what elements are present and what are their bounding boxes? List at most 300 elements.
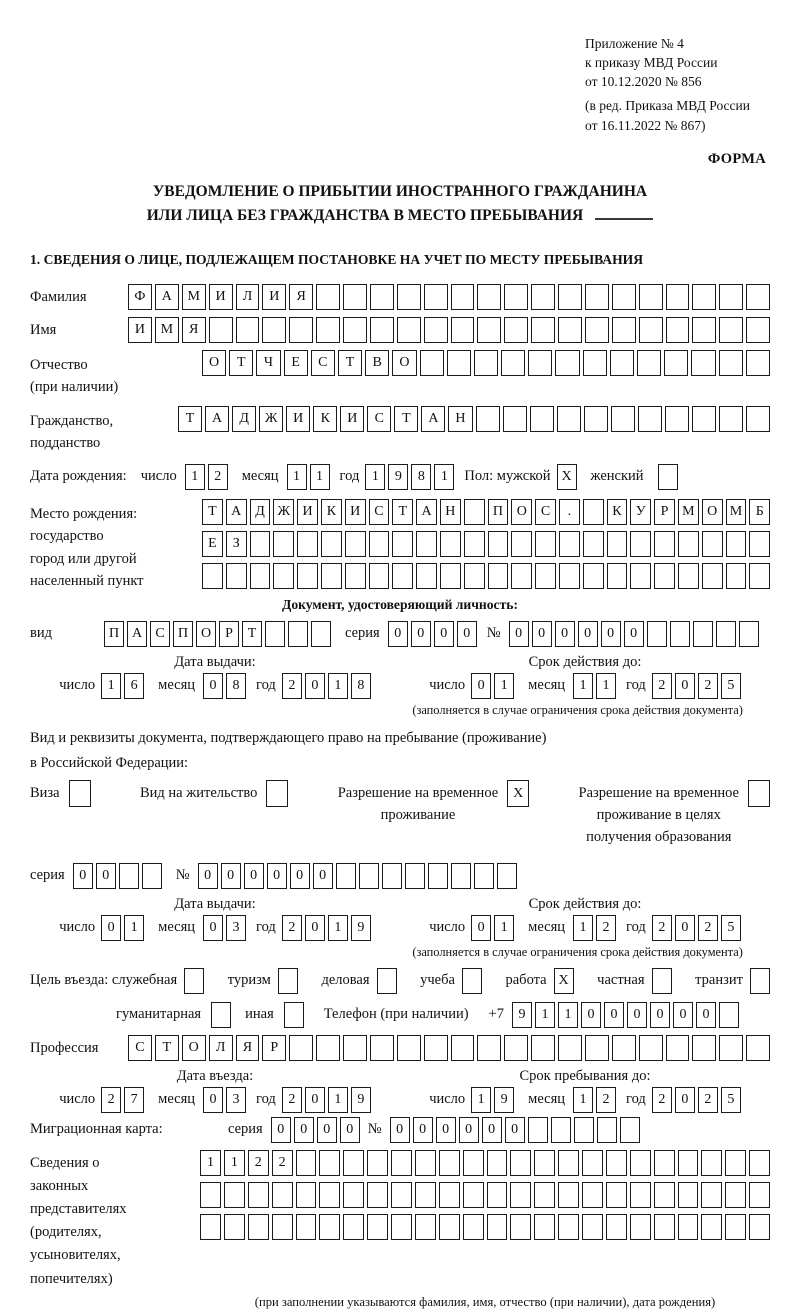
- char-cell[interactable]: [638, 406, 662, 432]
- char-cell[interactable]: [692, 317, 716, 343]
- char-cell[interactable]: Т: [242, 621, 262, 647]
- char-cell[interactable]: [726, 531, 747, 557]
- char-cell[interactable]: [369, 563, 390, 589]
- char-cell[interactable]: [289, 1035, 313, 1061]
- char-cell[interactable]: [415, 1214, 436, 1240]
- char-cell[interactable]: [693, 621, 713, 647]
- char-cell[interactable]: К: [607, 499, 628, 525]
- char-cell[interactable]: 0: [675, 915, 695, 941]
- char-cell[interactable]: Я: [182, 317, 206, 343]
- char-cell[interactable]: .: [559, 499, 580, 525]
- char-cell[interactable]: [297, 531, 318, 557]
- char-cell[interactable]: 5: [721, 915, 741, 941]
- char-cell[interactable]: 1: [573, 1087, 593, 1113]
- char-cell[interactable]: Т: [202, 499, 223, 525]
- char-cell[interactable]: Ф: [128, 284, 152, 310]
- char-cell[interactable]: [503, 406, 527, 432]
- char-cell[interactable]: 0: [73, 863, 93, 889]
- char-cell[interactable]: [534, 1214, 555, 1240]
- char-cell[interactable]: 0: [96, 863, 116, 889]
- char-cell[interactable]: [504, 284, 528, 310]
- char-cell[interactable]: [391, 1182, 412, 1208]
- char-cell[interactable]: [583, 563, 604, 589]
- char-cell[interactable]: Е: [202, 531, 223, 557]
- char-cell[interactable]: [666, 284, 690, 310]
- char-cell[interactable]: О: [511, 499, 532, 525]
- char-cell[interactable]: [610, 350, 634, 376]
- char-cell[interactable]: [397, 1035, 421, 1061]
- char-cell[interactable]: [749, 1214, 770, 1240]
- char-cell[interactable]: [658, 464, 678, 490]
- char-cell[interactable]: [416, 531, 437, 557]
- char-cell[interactable]: П: [173, 621, 193, 647]
- char-cell[interactable]: [583, 350, 607, 376]
- char-cell[interactable]: 2: [698, 915, 718, 941]
- char-cell[interactable]: 1: [434, 464, 454, 490]
- char-cell[interactable]: З: [226, 531, 247, 557]
- char-cell[interactable]: [504, 317, 528, 343]
- char-cell[interactable]: Ж: [259, 406, 283, 432]
- char-cell[interactable]: [488, 531, 509, 557]
- char-cell[interactable]: 0: [290, 863, 310, 889]
- char-cell[interactable]: 0: [471, 915, 491, 941]
- char-cell[interactable]: С: [369, 499, 390, 525]
- char-cell[interactable]: 0: [482, 1117, 502, 1143]
- char-cell[interactable]: С: [311, 350, 335, 376]
- char-cell[interactable]: [370, 317, 394, 343]
- char-cell[interactable]: 2: [652, 1087, 672, 1113]
- char-cell[interactable]: Д: [250, 499, 271, 525]
- char-cell[interactable]: Я: [289, 284, 313, 310]
- char-cell[interactable]: [367, 1214, 388, 1240]
- char-cell[interactable]: [583, 531, 604, 557]
- char-cell[interactable]: Л: [209, 1035, 233, 1061]
- char-cell[interactable]: [725, 1182, 746, 1208]
- char-cell[interactable]: 1: [365, 464, 385, 490]
- char-cell[interactable]: [555, 350, 579, 376]
- char-cell[interactable]: [289, 317, 313, 343]
- char-cell[interactable]: 0: [198, 863, 218, 889]
- char-cell[interactable]: Т: [155, 1035, 179, 1061]
- char-cell[interactable]: 0: [340, 1117, 360, 1143]
- char-cell[interactable]: [392, 563, 413, 589]
- char-cell[interactable]: 3: [226, 1087, 246, 1113]
- char-cell[interactable]: [531, 284, 555, 310]
- char-cell[interactable]: 9: [351, 1087, 371, 1113]
- char-cell[interactable]: [511, 531, 532, 557]
- char-cell[interactable]: [428, 863, 448, 889]
- char-cell[interactable]: [477, 1035, 501, 1061]
- char-cell[interactable]: Я: [236, 1035, 260, 1061]
- char-cell[interactable]: [343, 1182, 364, 1208]
- char-cell[interactable]: [665, 406, 689, 432]
- char-cell[interactable]: [558, 1214, 579, 1240]
- char-cell[interactable]: [284, 1002, 304, 1028]
- char-cell[interactable]: [528, 350, 552, 376]
- char-cell[interactable]: 1: [328, 915, 348, 941]
- char-cell[interactable]: [321, 531, 342, 557]
- char-cell[interactable]: [345, 563, 366, 589]
- char-cell[interactable]: 0: [675, 673, 695, 699]
- char-cell[interactable]: 8: [411, 464, 431, 490]
- char-cell[interactable]: [451, 317, 475, 343]
- char-cell[interactable]: [488, 563, 509, 589]
- char-cell[interactable]: [558, 1182, 579, 1208]
- char-cell[interactable]: 0: [305, 915, 325, 941]
- char-cell[interactable]: [574, 1117, 594, 1143]
- char-cell[interactable]: [487, 1214, 508, 1240]
- char-cell[interactable]: [701, 1182, 722, 1208]
- char-cell[interactable]: [678, 1214, 699, 1240]
- char-cell[interactable]: [265, 621, 285, 647]
- char-cell[interactable]: [184, 968, 204, 994]
- char-cell[interactable]: [451, 863, 471, 889]
- char-cell[interactable]: 0: [434, 621, 454, 647]
- char-cell[interactable]: 0: [555, 621, 575, 647]
- char-cell[interactable]: [719, 1035, 743, 1061]
- char-cell[interactable]: 2: [282, 673, 302, 699]
- char-cell[interactable]: [535, 531, 556, 557]
- char-cell[interactable]: X: [507, 780, 529, 807]
- char-cell[interactable]: [504, 1035, 528, 1061]
- char-cell[interactable]: [654, 531, 675, 557]
- char-cell[interactable]: [336, 863, 356, 889]
- char-cell[interactable]: [272, 1182, 293, 1208]
- char-cell[interactable]: [487, 1182, 508, 1208]
- char-cell[interactable]: 0: [411, 621, 431, 647]
- char-cell[interactable]: О: [182, 1035, 206, 1061]
- char-cell[interactable]: 0: [390, 1117, 410, 1143]
- char-cell[interactable]: [200, 1182, 221, 1208]
- char-cell[interactable]: [585, 317, 609, 343]
- char-cell[interactable]: [415, 1182, 436, 1208]
- char-cell[interactable]: [749, 563, 770, 589]
- char-cell[interactable]: 0: [271, 1117, 291, 1143]
- char-cell[interactable]: 2: [596, 1087, 616, 1113]
- char-cell[interactable]: [200, 1214, 221, 1240]
- char-cell[interactable]: [464, 563, 485, 589]
- char-cell[interactable]: 2: [698, 1087, 718, 1113]
- char-cell[interactable]: 0: [221, 863, 241, 889]
- char-cell[interactable]: [597, 1117, 617, 1143]
- char-cell[interactable]: 0: [244, 863, 264, 889]
- char-cell[interactable]: [692, 406, 716, 432]
- char-cell[interactable]: [424, 317, 448, 343]
- char-cell[interactable]: [620, 1117, 640, 1143]
- char-cell[interactable]: [559, 563, 580, 589]
- char-cell[interactable]: [534, 1182, 555, 1208]
- char-cell[interactable]: [528, 1117, 548, 1143]
- char-cell[interactable]: 1: [101, 673, 121, 699]
- char-cell[interactable]: [424, 1035, 448, 1061]
- char-cell[interactable]: [463, 1182, 484, 1208]
- char-cell[interactable]: 0: [505, 1117, 525, 1143]
- char-cell[interactable]: [630, 563, 651, 589]
- char-cell[interactable]: [607, 563, 628, 589]
- char-cell[interactable]: 0: [294, 1117, 314, 1143]
- char-cell[interactable]: А: [155, 284, 179, 310]
- char-cell[interactable]: [367, 1182, 388, 1208]
- char-cell[interactable]: К: [321, 499, 342, 525]
- char-cell[interactable]: Т: [178, 406, 202, 432]
- char-cell[interactable]: К: [313, 406, 337, 432]
- char-cell[interactable]: [535, 563, 556, 589]
- char-cell[interactable]: [439, 1214, 460, 1240]
- char-cell[interactable]: [678, 563, 699, 589]
- char-cell[interactable]: И: [340, 406, 364, 432]
- char-cell[interactable]: А: [226, 499, 247, 525]
- char-cell[interactable]: [652, 968, 672, 994]
- char-cell[interactable]: 1: [494, 915, 514, 941]
- char-cell[interactable]: 0: [388, 621, 408, 647]
- char-cell[interactable]: Е: [284, 350, 308, 376]
- char-cell[interactable]: 9: [494, 1087, 514, 1113]
- char-cell[interactable]: [654, 1214, 675, 1240]
- char-cell[interactable]: 1: [185, 464, 205, 490]
- char-cell[interactable]: X: [557, 464, 577, 490]
- char-cell[interactable]: [343, 1035, 367, 1061]
- char-cell[interactable]: М: [155, 317, 179, 343]
- char-cell[interactable]: [273, 531, 294, 557]
- char-cell[interactable]: [678, 531, 699, 557]
- char-cell[interactable]: [391, 1214, 412, 1240]
- char-cell[interactable]: [316, 284, 340, 310]
- char-cell[interactable]: [719, 350, 743, 376]
- char-cell[interactable]: [397, 317, 421, 343]
- char-cell[interactable]: В: [365, 350, 389, 376]
- char-cell[interactable]: [585, 1035, 609, 1061]
- char-cell[interactable]: 0: [627, 1002, 647, 1028]
- char-cell[interactable]: 6: [124, 673, 144, 699]
- char-cell[interactable]: И: [128, 317, 152, 343]
- char-cell[interactable]: [224, 1182, 245, 1208]
- char-cell[interactable]: [501, 350, 525, 376]
- char-cell[interactable]: [278, 968, 298, 994]
- char-cell[interactable]: [692, 1035, 716, 1061]
- char-cell[interactable]: [530, 406, 554, 432]
- char-cell[interactable]: [557, 406, 581, 432]
- char-cell[interactable]: Б: [749, 499, 770, 525]
- char-cell[interactable]: [316, 1035, 340, 1061]
- char-cell[interactable]: И: [297, 499, 318, 525]
- char-cell[interactable]: М: [726, 499, 747, 525]
- char-cell[interactable]: 1: [573, 673, 593, 699]
- char-cell[interactable]: [654, 563, 675, 589]
- char-cell[interactable]: 7: [124, 1087, 144, 1113]
- char-cell[interactable]: У: [630, 499, 651, 525]
- char-cell[interactable]: 0: [317, 1117, 337, 1143]
- char-cell[interactable]: 2: [652, 915, 672, 941]
- char-cell[interactable]: А: [421, 406, 445, 432]
- char-cell[interactable]: [377, 968, 397, 994]
- char-cell[interactable]: [748, 780, 770, 807]
- char-cell[interactable]: [319, 1182, 340, 1208]
- char-cell[interactable]: [266, 780, 288, 807]
- char-cell[interactable]: [420, 350, 444, 376]
- char-cell[interactable]: 0: [624, 621, 644, 647]
- char-cell[interactable]: [296, 1182, 317, 1208]
- char-cell[interactable]: [606, 1182, 627, 1208]
- char-cell[interactable]: 8: [351, 673, 371, 699]
- char-cell[interactable]: 1: [535, 1002, 555, 1028]
- char-cell[interactable]: [226, 563, 247, 589]
- char-cell[interactable]: [639, 317, 663, 343]
- char-cell[interactable]: [316, 317, 340, 343]
- char-cell[interactable]: 0: [650, 1002, 670, 1028]
- char-cell[interactable]: 0: [203, 673, 223, 699]
- char-cell[interactable]: И: [209, 284, 233, 310]
- char-cell[interactable]: [451, 284, 475, 310]
- char-cell[interactable]: [666, 1035, 690, 1061]
- char-cell[interactable]: А: [416, 499, 437, 525]
- char-cell[interactable]: [719, 406, 743, 432]
- char-cell[interactable]: [439, 1182, 460, 1208]
- char-cell[interactable]: [273, 563, 294, 589]
- char-cell[interactable]: 0: [267, 863, 287, 889]
- char-cell[interactable]: [462, 968, 482, 994]
- char-cell[interactable]: [531, 317, 555, 343]
- char-cell[interactable]: 2: [698, 673, 718, 699]
- char-cell[interactable]: [119, 863, 139, 889]
- char-cell[interactable]: 1: [287, 464, 307, 490]
- char-cell[interactable]: М: [678, 499, 699, 525]
- char-cell[interactable]: [321, 563, 342, 589]
- char-cell[interactable]: С: [150, 621, 170, 647]
- char-cell[interactable]: [558, 284, 582, 310]
- char-cell[interactable]: [583, 499, 604, 525]
- char-cell[interactable]: [611, 406, 635, 432]
- char-cell[interactable]: [343, 284, 367, 310]
- char-cell[interactable]: [637, 350, 661, 376]
- char-cell[interactable]: [288, 621, 308, 647]
- char-cell[interactable]: 0: [532, 621, 552, 647]
- char-cell[interactable]: 1: [124, 915, 144, 941]
- char-cell[interactable]: [248, 1182, 269, 1208]
- char-cell[interactable]: 0: [457, 621, 477, 647]
- char-cell[interactable]: [664, 350, 688, 376]
- char-cell[interactable]: [702, 531, 723, 557]
- char-cell[interactable]: 2: [272, 1150, 293, 1176]
- char-cell[interactable]: 0: [509, 621, 529, 647]
- char-cell[interactable]: Р: [219, 621, 239, 647]
- char-cell[interactable]: 0: [696, 1002, 716, 1028]
- char-cell[interactable]: И: [345, 499, 366, 525]
- char-cell[interactable]: Т: [394, 406, 418, 432]
- char-cell[interactable]: О: [392, 350, 416, 376]
- char-cell[interactable]: 2: [101, 1087, 121, 1113]
- char-cell[interactable]: [511, 563, 532, 589]
- char-cell[interactable]: С: [367, 406, 391, 432]
- char-cell[interactable]: И: [262, 284, 286, 310]
- char-cell[interactable]: 0: [601, 621, 621, 647]
- char-cell[interactable]: [345, 531, 366, 557]
- char-cell[interactable]: [749, 531, 770, 557]
- char-cell[interactable]: [630, 1214, 651, 1240]
- char-cell[interactable]: [558, 317, 582, 343]
- char-cell[interactable]: [531, 1035, 555, 1061]
- char-cell[interactable]: [582, 1182, 603, 1208]
- char-cell[interactable]: [369, 531, 390, 557]
- char-cell[interactable]: 0: [203, 1087, 223, 1113]
- char-cell[interactable]: [392, 531, 413, 557]
- char-cell[interactable]: [551, 1117, 571, 1143]
- char-cell[interactable]: 3: [226, 915, 246, 941]
- char-cell[interactable]: [612, 1035, 636, 1061]
- char-cell[interactable]: Р: [654, 499, 675, 525]
- char-cell[interactable]: [746, 284, 770, 310]
- char-cell[interactable]: [719, 284, 743, 310]
- char-cell[interactable]: [630, 1182, 651, 1208]
- char-cell[interactable]: [654, 1182, 675, 1208]
- char-cell[interactable]: 2: [652, 673, 672, 699]
- char-cell[interactable]: Т: [229, 350, 253, 376]
- char-cell[interactable]: 0: [305, 673, 325, 699]
- char-cell[interactable]: [464, 531, 485, 557]
- char-cell[interactable]: 0: [413, 1117, 433, 1143]
- char-cell[interactable]: [725, 1214, 746, 1240]
- char-cell[interactable]: 2: [596, 915, 616, 941]
- char-cell[interactable]: [250, 531, 271, 557]
- char-cell[interactable]: 9: [512, 1002, 532, 1028]
- char-cell[interactable]: 1: [328, 1087, 348, 1113]
- char-cell[interactable]: [463, 1214, 484, 1240]
- char-cell[interactable]: 2: [282, 915, 302, 941]
- char-cell[interactable]: [359, 863, 379, 889]
- char-cell[interactable]: [582, 1214, 603, 1240]
- char-cell[interactable]: 2: [248, 1150, 269, 1176]
- char-cell[interactable]: [250, 563, 271, 589]
- char-cell[interactable]: X: [554, 968, 574, 994]
- char-cell[interactable]: [647, 621, 667, 647]
- char-cell[interactable]: [477, 317, 501, 343]
- char-cell[interactable]: [746, 317, 770, 343]
- char-cell[interactable]: [630, 531, 651, 557]
- char-cell[interactable]: 1: [558, 1002, 578, 1028]
- char-cell[interactable]: [746, 1035, 770, 1061]
- char-cell[interactable]: Д: [232, 406, 256, 432]
- char-cell[interactable]: [416, 563, 437, 589]
- char-cell[interactable]: [678, 1182, 699, 1208]
- char-cell[interactable]: [202, 563, 223, 589]
- char-cell[interactable]: 9: [351, 915, 371, 941]
- char-cell[interactable]: Ж: [273, 499, 294, 525]
- char-cell[interactable]: [639, 1035, 663, 1061]
- char-cell[interactable]: [370, 284, 394, 310]
- char-cell[interactable]: Ч: [256, 350, 280, 376]
- char-cell[interactable]: [296, 1214, 317, 1240]
- char-cell[interactable]: [224, 1214, 245, 1240]
- char-cell[interactable]: 0: [578, 621, 598, 647]
- char-cell[interactable]: [272, 1214, 293, 1240]
- char-cell[interactable]: [691, 350, 715, 376]
- char-cell[interactable]: [405, 863, 425, 889]
- char-cell[interactable]: [382, 863, 402, 889]
- char-cell[interactable]: 2: [208, 464, 228, 490]
- char-cell[interactable]: [701, 1214, 722, 1240]
- char-cell[interactable]: [370, 1035, 394, 1061]
- char-cell[interactable]: П: [104, 621, 124, 647]
- char-cell[interactable]: 0: [675, 1087, 695, 1113]
- char-cell[interactable]: [510, 1182, 531, 1208]
- char-cell[interactable]: [670, 621, 690, 647]
- char-cell[interactable]: [558, 1035, 582, 1061]
- char-cell[interactable]: 0: [581, 1002, 601, 1028]
- char-cell[interactable]: [746, 350, 770, 376]
- char-cell[interactable]: 0: [305, 1087, 325, 1113]
- char-cell[interactable]: 0: [436, 1117, 456, 1143]
- char-cell[interactable]: Н: [440, 499, 461, 525]
- char-cell[interactable]: [702, 563, 723, 589]
